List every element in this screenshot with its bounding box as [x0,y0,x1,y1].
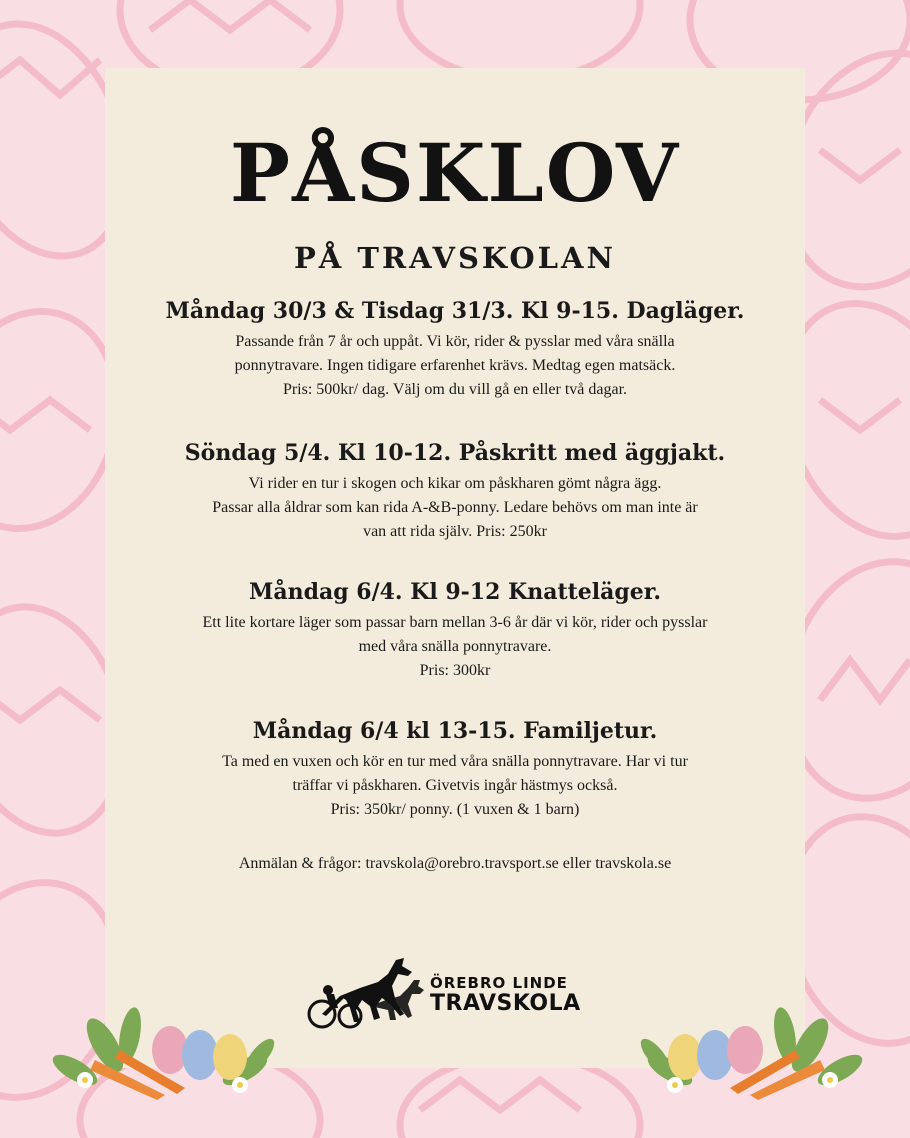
event-heading: Måndag 6/4. Kl 9-12 Knatteläger. [248,579,662,605]
event-text-line: Pris: 350kr/ ponny. (1 vuxen & 1 barn) [330,801,580,818]
easter-eggs-carrots-icon [630,1000,870,1110]
event-familjetur [125,716,785,822]
easter-eggs-carrots-icon [45,1000,285,1110]
event-paskritt [125,438,785,544]
event-text-line: van att rida själv. Pris: 250kr [363,523,547,540]
logo-wordmark [430,974,581,1016]
trotting-horse-sulky-icon [300,952,430,1032]
event-text-line: Pris: 300kr [419,662,491,679]
event-text-line: ponnytravare. Ingen tidigare erfarenhet krävs. Medtag egen matsäck. [234,357,676,374]
event-heading: Söndag 5/4. Kl 10-12. Påskritt med äggjakt. [184,440,726,466]
event-text-line: Pris: 500kr/ dag. Välj om du vill gå en eller två dagar. [282,381,628,398]
event-daglager [125,296,785,402]
page-subtitle: PÅ TRAVSKOLAN [293,241,616,275]
poster-card [105,68,805,1068]
event-text-line: Vi rider en tur i skogen och kikar om påskharen gömt några ägg. [248,475,662,492]
event-text-line: träffar vi påskharen. Givetvis ingår hästmys också. [292,777,618,794]
event-text-line: Ta med en vuxen och kör en tur med våra snälla ponnytravare. Har vi tur [222,753,688,770]
logo-line-1: ÖREBRO LINDE [430,974,568,992]
logo-line-2: TRAVSKOLA [430,991,581,1016]
event-text-line: Passande från 7 år och uppåt. Vi kör, rider & pysslar med våra snälla [235,333,675,350]
page-title: PÅSKLOV [229,126,681,220]
event-heading: Måndag 30/3 & Tisdag 31/3. Kl 9-15. Dagläger. [165,298,745,324]
event-text-line: Passar alla åldrar som kan rida A-&B-ponny. Ledare behövs om man inte är [212,499,698,516]
event-knattelager [125,577,785,683]
event-text-line: Ett lite kortare läger som passar barn mellan 3-6 år där vi kör, rider och pysslar [202,614,708,631]
event-heading: Måndag 6/4 kl 13-15. Familjetur. [252,718,658,744]
contact-info: Anmälan & frågor: travskola@orebro.travsport.se eller travskola.se [238,855,672,872]
school-logo [300,952,590,1032]
event-text-line: med våra snälla ponnytravare. [358,638,552,655]
